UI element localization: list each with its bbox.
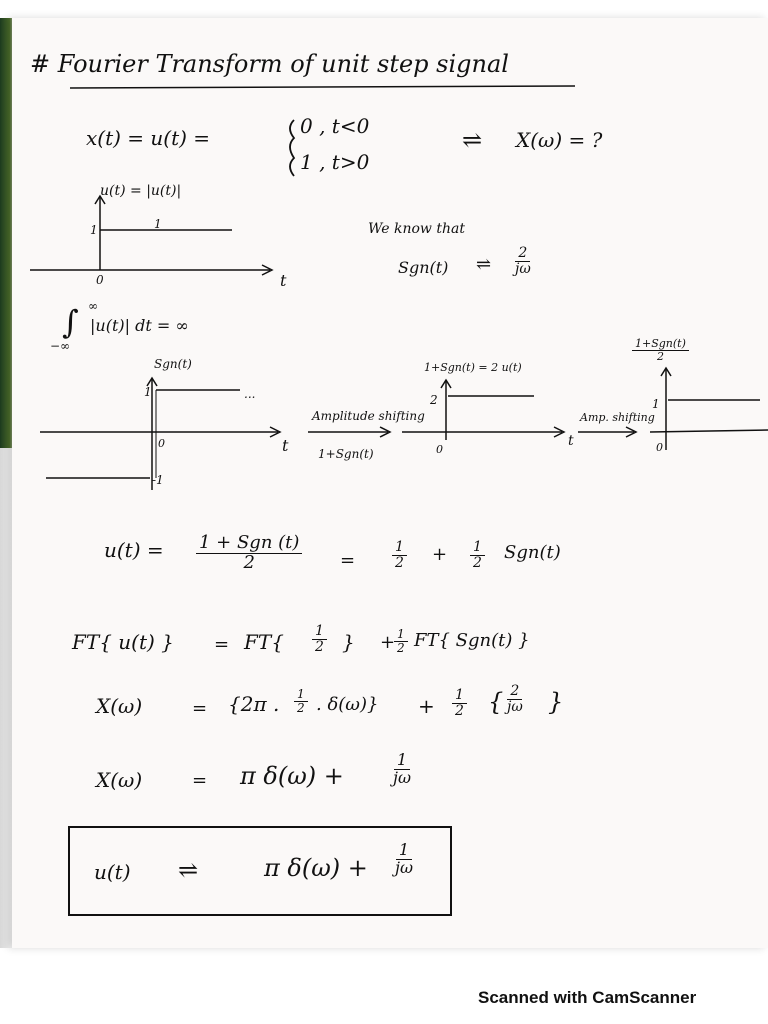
eq3-open: {2π . — [228, 692, 280, 716]
eq1-tail: Sgn(t) — [504, 542, 561, 563]
eq3-half: $\frac{1}{2}$ — [294, 688, 308, 714]
graph1-level-label: 1 — [154, 217, 162, 231]
integral-lower-limit: −∞ — [50, 339, 71, 353]
graph3-t-label: t — [568, 433, 574, 449]
eq1-equals: = — [340, 550, 356, 571]
eq3-equals: = — [192, 698, 208, 719]
transform-pair-arrow: ⇌ — [462, 126, 483, 154]
eq2-plus: + — [380, 632, 396, 653]
integral-body: |u(t)| dt = ∞ — [90, 316, 189, 335]
eq3-close2: } — [548, 688, 564, 716]
eq2-half: $\frac{1}{2}$ — [312, 624, 327, 654]
sgn-graph-pos-tick: 1 — [144, 385, 152, 399]
sgn-transform-lhs: Sgn(t) — [398, 258, 449, 277]
eq3-coeff: $\frac{1}{2}$ — [452, 688, 467, 718]
eq2-close: } — [342, 630, 355, 654]
eq1-half-2: $\frac{1}{2}$ — [470, 540, 485, 570]
result-lhs: u(t) — [94, 860, 131, 884]
sgn-graph-t-label: t — [282, 436, 289, 455]
graph3-y-tick: 2 — [430, 393, 438, 407]
sgn-transform-arrow: ⇌ — [476, 254, 492, 275]
eq2-coeff: $\frac{1}{2}$ — [394, 628, 408, 654]
eq3-open2: { — [488, 688, 504, 716]
definition-case-2: 1 , t>0 — [300, 150, 370, 174]
integral-upper-limit: ∞ — [88, 299, 98, 313]
eq1-plus: + — [432, 544, 448, 565]
shift2-label: Amp. shifting — [580, 411, 655, 424]
graph1-t-label: t — [280, 271, 287, 290]
sgn-graph-origin: 0 — [158, 437, 165, 450]
eq3-lhs: X(ω) — [96, 694, 143, 718]
eq4-equals: = — [192, 770, 208, 791]
graph1-y-tick: 1 — [90, 223, 98, 237]
eq1-fraction: 1 + Sgn (t) 2 — [196, 534, 302, 573]
definition-lhs: x(t) = u(t) = — [86, 126, 211, 150]
graph3-label: 1+Sgn(t) = 2 u(t) — [424, 361, 522, 374]
page-title: # Fourier Transform of unit step signal — [30, 50, 509, 78]
graph3-origin: 0 — [436, 443, 443, 456]
piecewise-brace — [290, 120, 294, 176]
graph4-t-axis — [650, 430, 768, 432]
graph4-y-tick: 1 — [652, 397, 660, 411]
eq3-mid: . δ(ω)} — [316, 694, 379, 715]
sgn-graph-dots: ... — [244, 387, 256, 401]
sgn-graph-label: Sgn(t) — [154, 357, 192, 371]
title-underline — [70, 86, 575, 88]
graph4-label: 1+Sgn(t) 2 — [632, 338, 689, 362]
eq3-plus: + — [418, 694, 435, 718]
graph1-origin: 0 — [96, 273, 104, 287]
eq2-lhs: FT{ u(t) } — [72, 630, 174, 654]
graph1-label: u(t) = |u(t)| — [100, 183, 182, 199]
result-rhs: π δ(ω) + — [264, 854, 368, 882]
result-fraction: $\frac{1}{j\omega}$ — [395, 840, 414, 877]
eq1-lhs: u(t) = — [104, 538, 164, 562]
graph4-origin: 0 — [656, 441, 663, 454]
eq4-fraction: $\frac{1}{j\omega}$ — [393, 750, 412, 787]
shift1-bottom-label: 1+Sgn(t) — [318, 447, 374, 461]
shift1-top-label: Amplitude shifting — [312, 409, 425, 423]
eq2-part2: FT{ Sgn(t) } — [414, 630, 530, 651]
result-arrow: ⇌ — [178, 856, 199, 884]
eq4-lhs: X(ω) — [96, 768, 143, 792]
eq4-rhs: π δ(ω) + — [240, 762, 344, 790]
sgn-transform-fraction: $\frac{2}{j\omega}$ — [515, 245, 531, 277]
eq2-equals: = — [214, 634, 230, 655]
known-text: We know that — [368, 221, 465, 237]
eq1-half-1: $\frac{1}{2}$ — [392, 540, 407, 570]
definition-case-1: 0 , t<0 — [300, 114, 370, 138]
scanner-watermark: Scanned with CamScanner — [478, 988, 697, 1007]
sgn-graph-neg-tick: -1 — [152, 473, 164, 487]
eq3-fraction: $\frac{2}{j\omega}$ — [507, 683, 523, 715]
eq2-part1: FT{ — [244, 630, 284, 654]
integral-sign-icon: ∫ — [62, 303, 79, 341]
definition-rhs: X(ω) = ? — [516, 128, 603, 152]
